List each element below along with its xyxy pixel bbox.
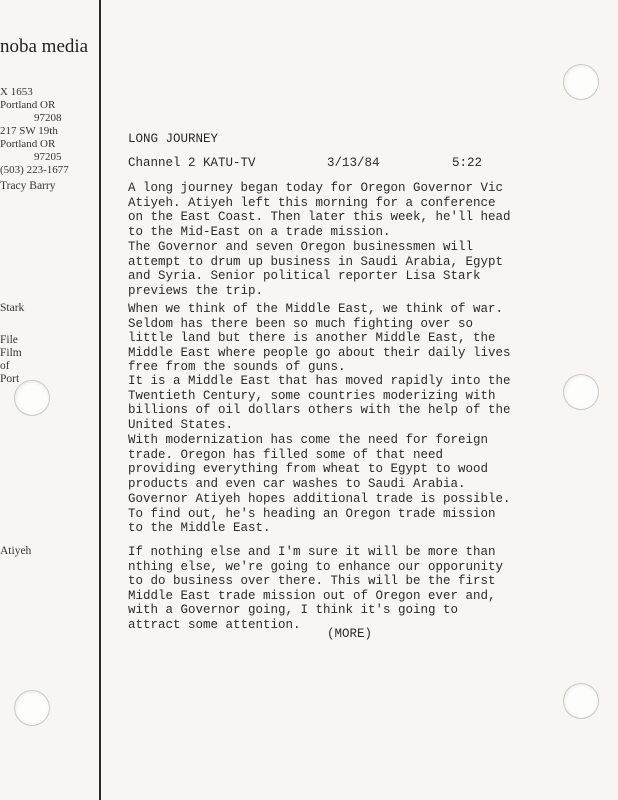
margin-label-atiyeh: Atiyeh — [0, 545, 32, 557]
margin-label-file: File — [0, 334, 18, 346]
station-name: Channel 2 KATU-TV — [128, 156, 256, 170]
punch-hole — [563, 374, 599, 410]
script-paragraph: It is a Middle East that has moved rapidly into the Twentieth Century, some countries moderizing with billions of oil dollars others with the help of the United States. — [128, 374, 511, 432]
address-line: Portland OR — [0, 99, 56, 111]
script-paragraph: A long journey began today for Oregon Governor Vic Atiyeh. Atiyeh left this morning for a conference on the East Coast. Then later this week, he'll head to the Mid-East on a trade mission. — [128, 181, 511, 239]
address-line: (503) 223-1677 — [0, 164, 69, 176]
story-duration: 5:22 — [452, 156, 483, 170]
script-paragraph: With modernization has come the need for foreign trade. Oregon has filled some of that need providing everything from wheat to Egypt to wood products and even car washes to Saudi Arabia. — [128, 433, 489, 491]
air-date: 3/13/84 — [327, 156, 380, 170]
margin-label-film: Film — [0, 347, 22, 359]
margin-label-port: Port — [0, 373, 20, 385]
more-marker: (MORE) — [327, 627, 373, 641]
punch-hole — [14, 690, 50, 726]
address-line: Portland OR — [0, 138, 56, 150]
address-line: X 1653 — [0, 86, 33, 98]
punch-hole — [14, 380, 50, 416]
script-paragraph: The Governor and seven Oregon businessmen will attempt to drum up business in Saudi Arabia, Egypt and Syria. Senior political reporter Lisa Stark previews the trip. — [128, 240, 504, 298]
margin-label-of: of — [0, 360, 10, 372]
script-paragraph: Governor Atiyeh hopes additional trade is possible. To find out, he's heading an Oregon trade mission to the Middle East. — [128, 492, 511, 536]
script-paragraph: If nothing else and I'm sure it will be more than nthing else, we're going to enhance our opporunity to do business over there. This will be the first Middle East trade mission out of Oregon ever and, with a Governor going, I think it's going to attract some attention. — [128, 545, 504, 632]
address-line: 217 SW 19th — [0, 125, 58, 137]
address-line: 97208 — [34, 112, 62, 124]
punch-hole — [563, 683, 599, 719]
punch-hole — [563, 64, 599, 100]
margin-label-stark: Stark — [0, 302, 25, 314]
company-address — [0, 86, 95, 177]
story-slug: LONG JOURNEY — [128, 132, 219, 146]
margin-label-reporter: Tracy Barry — [0, 180, 56, 192]
address-line: 97205 — [34, 151, 62, 163]
script-paragraph: When we think of the Middle East, we think of war. Seldom has there been so much fighting over so little land but there is another Middle East, the Middle East where people go about their daily lives free from the sounds of guns. — [128, 302, 511, 375]
margin-rule — [99, 0, 101, 800]
company-name: noba media — [0, 36, 89, 57]
